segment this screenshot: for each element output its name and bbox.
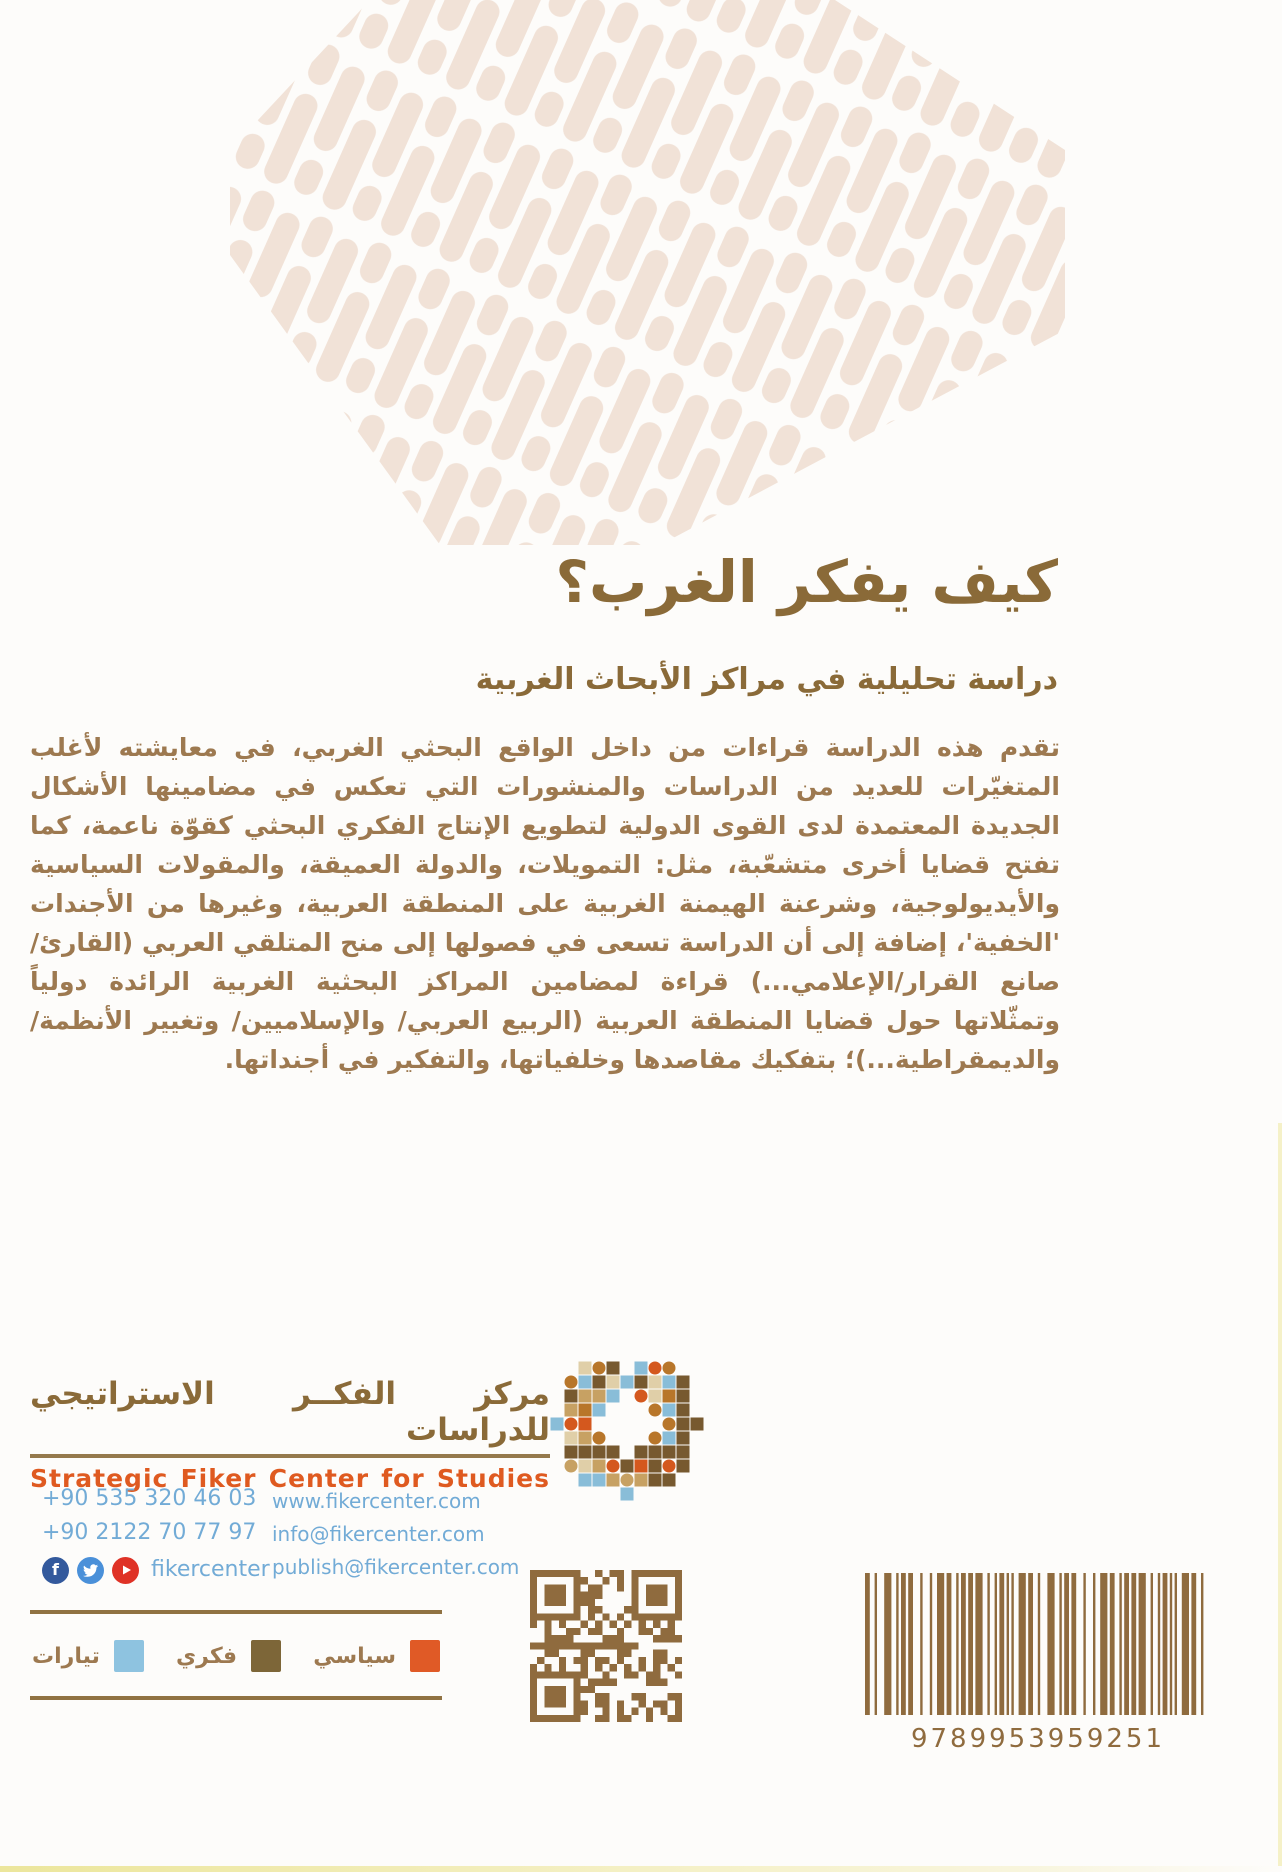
category-legend [30, 1610, 442, 1700]
book-blurb: تقدم هذه الدراسة قراءات من داخل الواقع البحثي الغربي، في معايشته لأغلب المتغيّرات للعديد من الدراسات والمنشورات التي تعكس في مضامينها الأشكال الجديدة المعتمدة لدى القوى الدولية لتطويع الإنتاج الفكري البحثي كقوّة ناعمة، كما تفتح قضايا أخرى متشعّبة، مثل: التمويلات، والدولة العميقة، والمقولات السياسية والأيديولوجية، وشرعنة الهيمنة الغربية على المنطقة العربية، وغيرها من الأجندات 'الخفية'، إضافة إلى أن الدراسة تسعى في فصولها إلى منح المتلقي العربي (القارئ/ صانع القرار/الإعلامي...) قراءة لمضامين المراكز البحثية الغربية الرائدة دولياً وتمثّلاتها حول قضايا المنطقة العربية (الربيع العربي/ والإسلاميين/ وتغيير الأنظمة/ والديمقراطية...)؛ بتفكيك مقاصدها وخلفياتها، والتفكير في أجنداتها. [30, 733, 1060, 1074]
divider [30, 1454, 550, 1458]
category-intellectual: فكري [176, 1640, 281, 1672]
contact-phones [42, 1482, 270, 1587]
brown-swatch-icon [251, 1640, 281, 1672]
scan-edge-bottom [0, 1866, 1282, 1872]
qr-code [530, 1570, 682, 1722]
category-currents: تيارات [32, 1640, 144, 1672]
twitter-icon [77, 1557, 104, 1584]
divider [30, 1610, 442, 1614]
category-politics: سياسي [313, 1640, 440, 1672]
isbn-barcode [865, 1573, 1211, 1754]
decorative-capsule-pattern [230, 0, 1070, 545]
isbn-number: 9789953959251 [910, 1724, 1166, 1754]
legend-items [32, 1640, 440, 1672]
publisher-names [30, 1376, 550, 1493]
social-handle: fikercenter [151, 1557, 270, 1582]
book-title: كيف يفكر الغرب؟ [555, 548, 1058, 616]
publisher-logo [545, 1342, 710, 1507]
barcode-bars [865, 1573, 1211, 1715]
divider [30, 1696, 442, 1700]
facebook-icon: f [42, 1557, 69, 1584]
blue-swatch-icon [114, 1640, 144, 1672]
publisher-name-arabic: مركز الفكــر الاستراتيجي للدراسات [30, 1376, 550, 1448]
contact-web [272, 1485, 519, 1584]
youtube-icon [112, 1557, 139, 1584]
phone-number-2: +90 2122 70 77 97 [42, 1520, 257, 1545]
phone-number-1: +90 535 320 46 03 [42, 1486, 257, 1511]
scan-edge-right [1278, 1123, 1282, 1866]
social-row [42, 1553, 270, 1587]
email-info: info@fikercenter.com [272, 1522, 485, 1546]
book-subtitle: دراسة تحليلية في مراكز الأبحاث الغربية [475, 662, 1058, 697]
publisher-name-english: Strategic Fiker Center for Studies [30, 1464, 550, 1493]
email-publish: publish@fikercenter.com [272, 1555, 520, 1579]
website-url: www.fikercenter.com [272, 1489, 481, 1513]
orange-swatch-icon [410, 1640, 440, 1672]
